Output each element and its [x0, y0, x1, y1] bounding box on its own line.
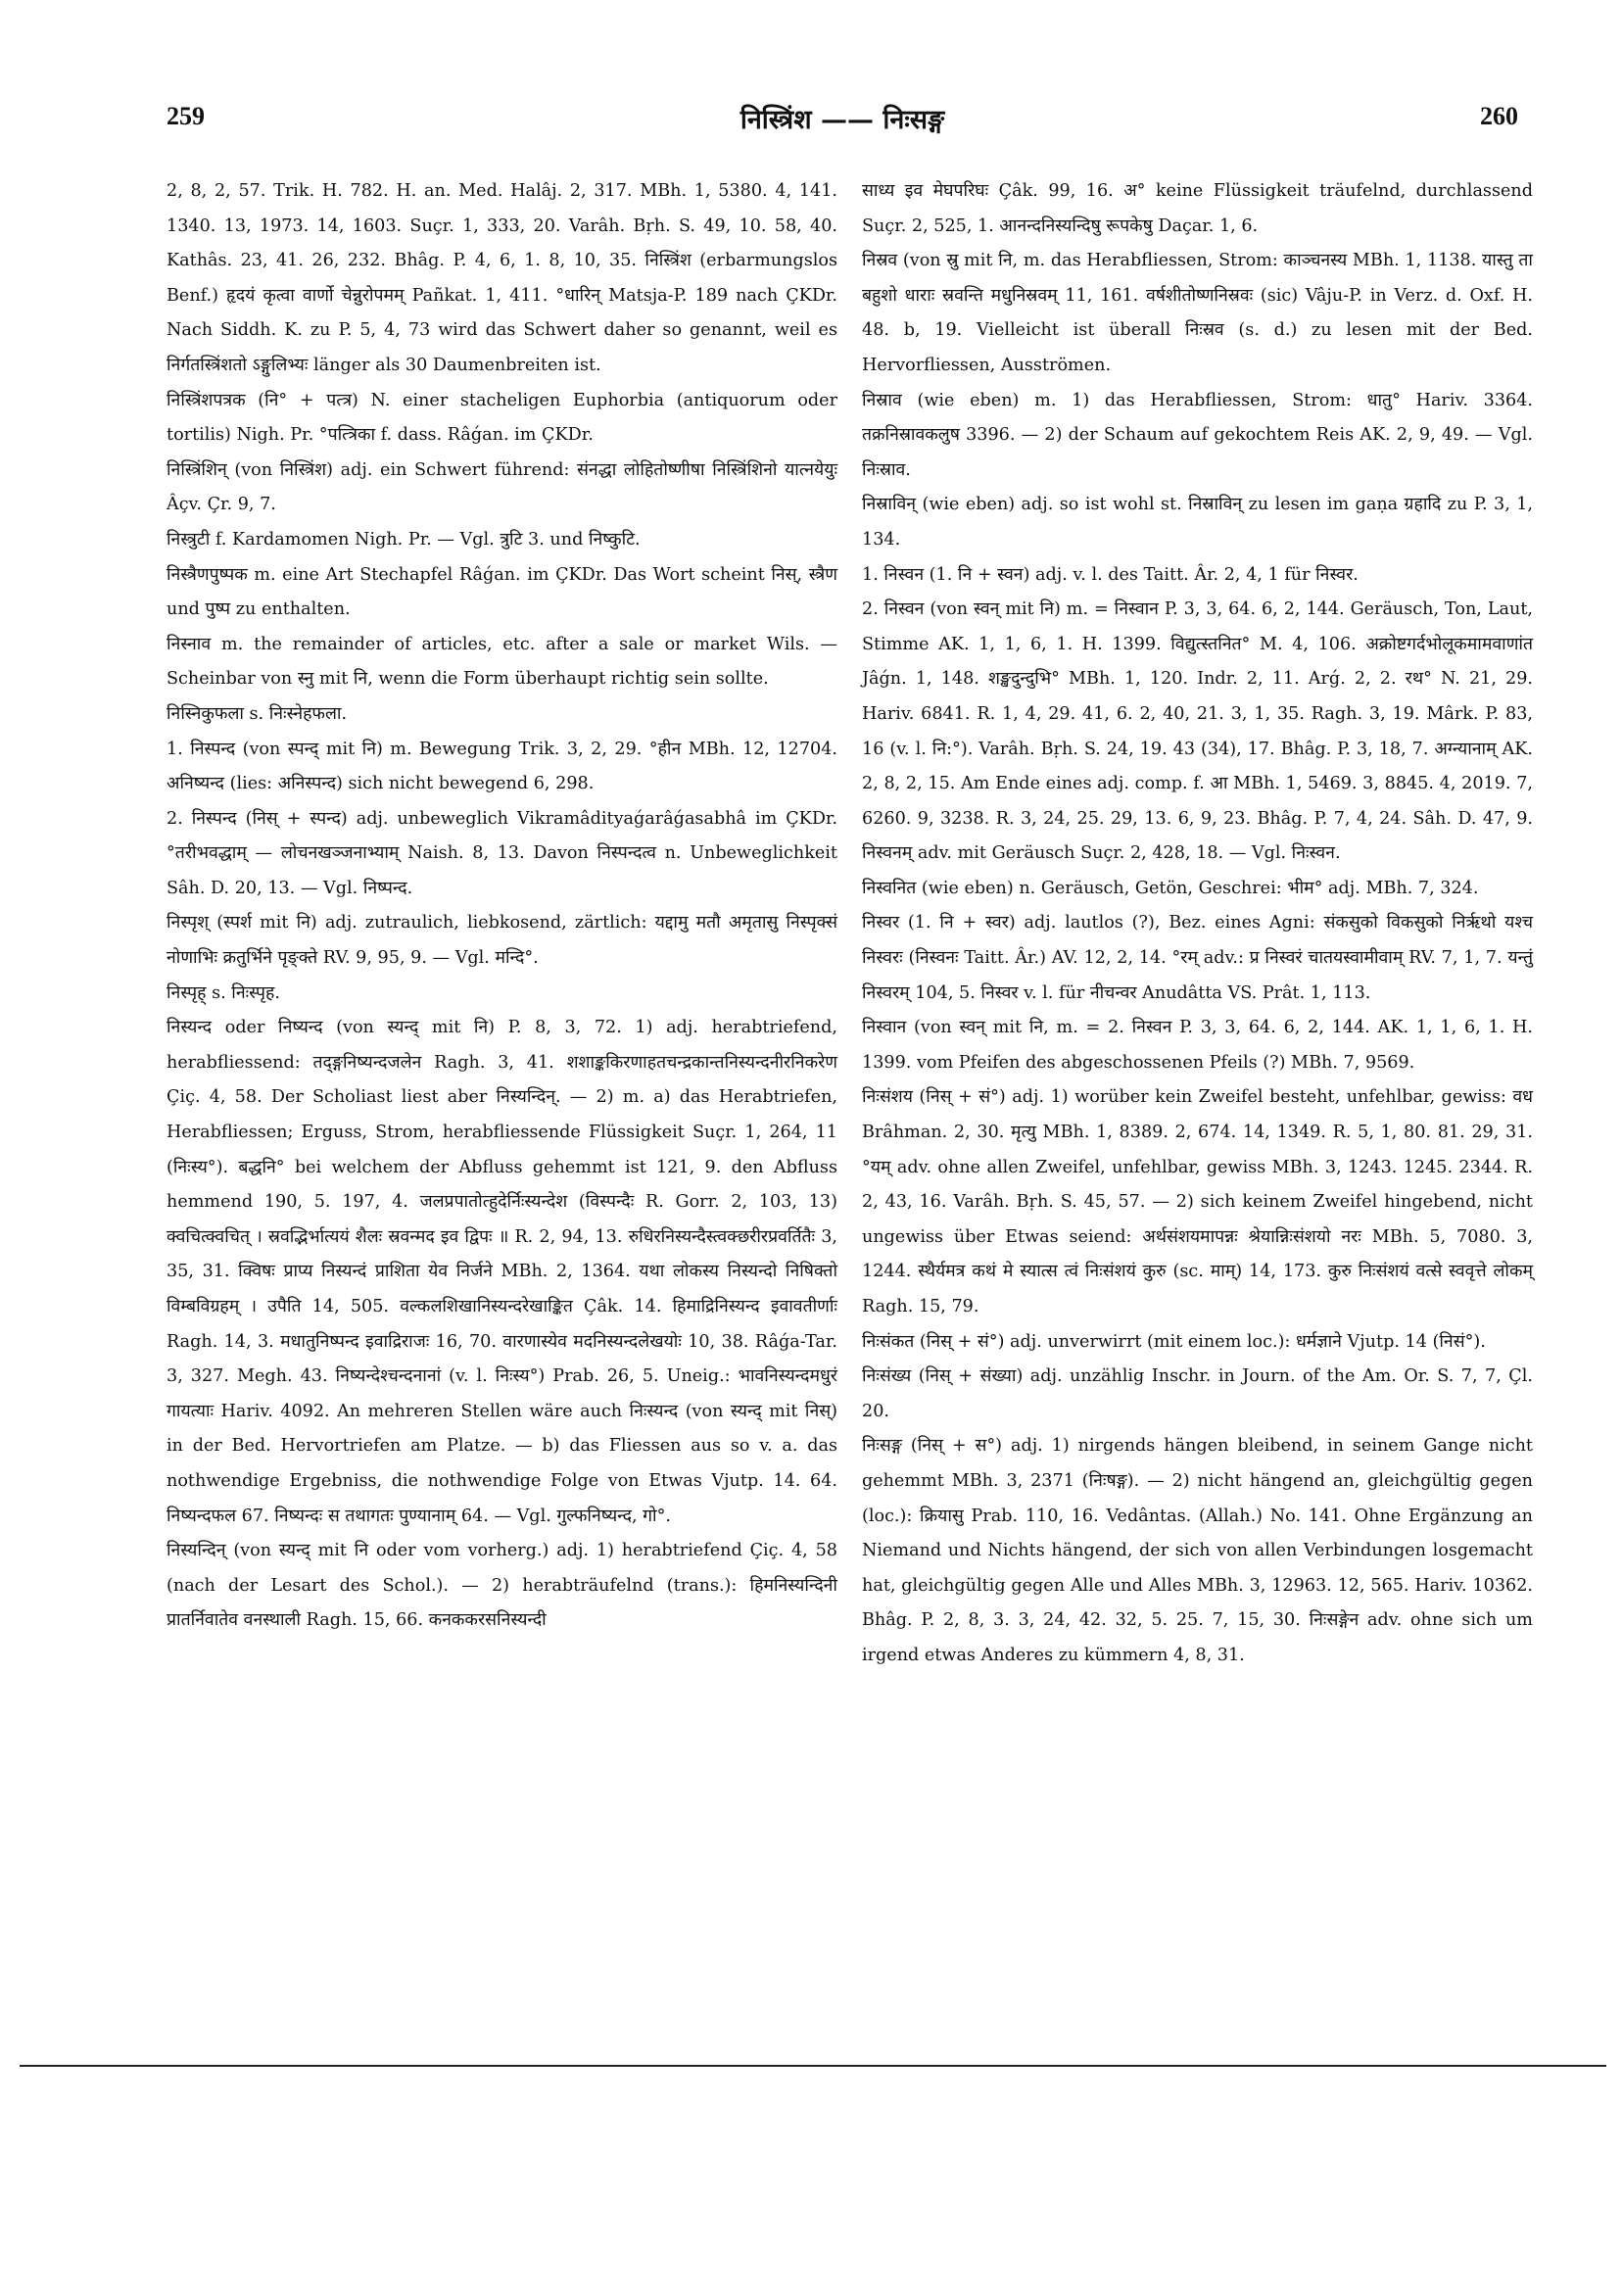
dictionary-entry: निःसंशय (निस् + सं°) adj. 1) worüber kein Zweifel besteht, unfehlbar, gewiss: वध Brâhman. 2, 30. मृत्यु MBh. 1, 8389. 2, 674. 14, 1349. R. 5, 1, 80. 81. 29, 31. °यम् adv. ohne allen Zweifel, unfehlbar, gewiss MBh. 3, 1243. 1245. 2344. R. 2, 43, 16. Varâh. Bṛh. S. 45, 57. — 2) sich keinem Zweifel hingebend, nicht ungewiss über Etwas seiend: अर्थसंशयमापन्नः श्रेयान्निःसंशयो नरः MBh. 5, 7080. 3, 1244. स्थैर्यमत्र कथं मे स्यात्स त्वं निःसंशयं कुरु (sc. माम्) 14, 173. कुरु निःसंशयं वत्से स्ववृत्ते लोकम् Ragh. 15, 79. — [862, 1087, 1533, 1316]
dictionary-entry: निस्वर (1. नि + स्वर) adj. lautlos (?), Bez. eines Agni: संकसुको विकसुको निर्ऋथो यश्च निस्वरः (निस्वनः Taitt. Âr.) AV. 12, 2, 14. °रम् adv.: प्र निस्वरं चातयस्वामीवाम् RV. 7, 1, 7. यन्तुं निस्वरम् 104, 5. निस्वर v. l. für नीचन्वर Anudâtta VS. Prât. 1, 113. — [862, 913, 1533, 1003]
dictionary-entry: निस्पृश् (स्पर्श mit नि) adj. zutraulich, liebkosend, zärtlich: यद्दामु मतौ अमृतासु निस्पृक्सं नोणाभिः क्रतुर्भिने पृङ्क्ते RV. 9, 95, 9. — Vgl. मन्दि°. — [167, 913, 837, 969]
dictionary-entry: निस्पृह् s. निःस्पृह. — [167, 982, 280, 1003]
dictionary-entry: निस्नाव m. the remainder of articles, etc. after a sale or market Wils. — Scheinbar von स्नु mit नि, wenn die Form überhaupt richtig sein sollte. — [167, 634, 837, 690]
right-page-number: 260 — [1480, 102, 1518, 130]
dictionary-entry: निस्त्रुटी f. Kardamomen Nigh. Pr. — Vgl. त्रुटि 3. und निष्कुटि. — [167, 529, 641, 550]
dictionary-entry: निःसङ्ग (निस् + स°) adj. 1) nirgends hängen bleibend, in seinem Gange nicht gehemmt MBh. 3, 2371 (निःषङ्ग). — 2) nicht hängend an, gleichgültig gegen (loc.): क्रियासु Prab. 110, 16. Vedântas. (Allah.) No. 141. Ohne Ergänzung an Niemand und Nichts hängend, der sich von allen Verbindungen losgemacht hat, gleichgültig gegen Alle und Alles MBh. 3, 12963. 12, 565. Hariv. 10362. Bhâg. P. 2, 8, 3. 3, 24, 42. 32, 5. 25. 7, 15, 30. निःसङ्गेन adv. ohne sich um irgend etwas Anderes zu kümmern 4, 8, 31. — [862, 1436, 1533, 1665]
dictionary-entry: 1. निस्वन (1. नि + स्वन) adj. v. l. des Taitt. Âr. 2, 4, 1 für निस्वर. — [862, 564, 1359, 585]
dictionary-entry: निस्त्रिंशपत्रक (नि° + पत्त्र) N. einer stacheligen Euphorbia (antiquorum oder tortilis) Nigh. Pr. °पत्त्रिका f. dass. Râǵan. im ÇKDr. — [167, 390, 837, 446]
dictionary-entry: साध्य इव मेघपरिघः Çâk. 99, 16. अ° keine Flüssigkeit träufelnd, durchlassend Suçr. 2, 525, 1. आनन्दनिस्यन्दिषु रूपकेषु Daçar. 1, 6. — [862, 181, 1533, 236]
dictionary-entry: निःसंकत (निस् + सं°) adj. unverwirrt (mit einem loc.): धर्मज्ञाने Vjutp. 14 (निसं°). — [862, 1331, 1486, 1352]
right-column — [862, 174, 1533, 1674]
left-page-number: 259 — [167, 102, 205, 130]
dictionary-entry: निस्रव (von स्रु mit नि, m. das Herabfliessen, Strom: काञ्चनस्य MBh. 1, 1138. यास्तु ता बहुशो धाराः स्रवन्ति मधुनिस्रवम् 11, 161. वर्षशीतोष्णनिस्रवः (sic) Vâju-P. in Verz. d. Oxf. H. 48. b, 19. Vielleicht ist überall निःस्रव (s. d.) zu lesen mit der Bed. Hervorfliessen, Ausströmen. — [862, 251, 1533, 375]
page-header — [167, 102, 1518, 141]
running-title: निस्त्रिंश —— निःसङ्ग — [739, 105, 945, 135]
footer-rule — [20, 2065, 1606, 2067]
dictionary-entry: निस्त्रिंशिन् (von निस्त्रिंश) adj. ein Schwert führend: संनद्धा लोहितोष्णीषा निस्त्रिंशिनो यात्नयेयुः Âçv. Çr. 9, 7. — [167, 459, 837, 515]
left-column — [167, 174, 837, 1639]
dictionary-entry: निस्वनित (wie eben) n. Geräusch, Getön, Geschrei: भीम° adj. MBh. 7, 324. — [862, 878, 1479, 898]
dictionary-entry: 1. निस्पन्द (von स्पन्द् mit नि) m. Bewegung Trik. 3, 2, 29. °हीन MBh. 12, 12704. अनिष्यन्द (lies: अनिस्पन्द) sich nicht bewegend 6, 298. — [167, 739, 837, 794]
dictionary-entry: 2. निस्पन्द (निस् + स्पन्द) adj. unbeweglich Vikramâdityaǵarâǵasabhâ im ÇKDr. °तरीभवद्धाम् — लोचनखञ्जनाभ्याम् Naish. 8, 13. Davon निस्पन्दत्व n. Unbeweglichkeit Sâh. D. 20, 13. — Vgl. निष्पन्द. — [167, 808, 837, 898]
dictionary-entry: निस्राव (wie eben) m. 1) das Herabfliessen, Strom: धातु° Hariv. 3364. तक्रनिस्रावकलुष 3396. — 2) der Schaum auf gekochtem Reis AK. 2, 9, 49. — Vgl. निःस्राव. — [862, 390, 1533, 480]
dictionary-entry: निस्यन्दिन् (von स्यन्द् mit नि oder vom vorherg.) adj. 1) herabtriefend Çiç. 4, 58 (nach der Lesart des Schol.). — 2) herabträufelnd (trans.): हिमनिस्यन्दिनी प्रातर्निवातेव वनस्थाली Ragh. 15, 66. कनककरसनिस्यन्दी — [167, 1541, 837, 1631]
dictionary-entry: 2, 8, 2, 57. Trik. H. 782. H. an. Med. Halâj. 2, 317. MBh. 1, 5380. 4, 141. 1340. 13, 1973. 14, 1603. Suçr. 1, 333, 20. Varâh. Bṛh. S. 49, 10. 58, 40. Kathâs. 23, 41. 26, 232. Bhâg. P. 4, 6, 1. 8, 10, 35. निस्त्रिंश (erbarmungslos Benf.) हृदयं कृत्वा वार्णो चेन्नुरोपमम् Pañkat. 1, 411. °धारिन् Matsja-P. 189 nach ÇKDr. Nach Siddh. K. zu P. 5, 4, 73 wird das Schwert daher so genannt, weil es निर्गतस्त्रिंशतो ऽङ्गुलिभ्यः länger als 30 Daumenbreiten ist. — [167, 181, 837, 375]
dictionary-entry: निःसंख्य (निस् + संख्या) adj. unzählig Inschr. in Journ. of the Am. Or. S. 7, 7, Çl. 20. — [862, 1366, 1533, 1421]
dictionary-entry: निस्राविन् (wie eben) adj. so ist wohl st. निस्राविन् zu lesen im gaṇa ग्रहादि zu P. 3, 1, 134. — [862, 495, 1533, 550]
dictionary-entry: निस्निकुफला s. निःस्नेहफला. — [167, 703, 348, 724]
dictionary-entry: निस्वान (von स्वन् mit नि, m. = 2. निस्वन P. 3, 3, 64. 6, 2, 144. AK. 1, 1, 6, 1. H. 1399. vom Pfeifen des abgeschossenen Pfeils (?) MBh. 7, 9569. — [862, 1018, 1533, 1073]
dictionary-entry: निस्यन्द oder निष्यन्द (von स्यन्द् mit नि) P. 8, 3, 72. 1) adj. herabtriefend, herabfliessend: तद्ङ्गनिष्यन्दजलेन Ragh. 3, 41. शशाङ्ककिरणाहतचन्द्रकान्तनिस्यन्दनीरनिकरेण Çiç. 4, 58. Der Scholiast liest aber निस्यन्दिन्. — 2) m. a) das Herabtriefen, Herabfliessen; Erguss, Strom, herabfliessende Flüssigkeit Suçr. 1, 264, 11 (निःस्य°). बद्धनि° bei welchem der Abfluss gehemmt ist 121, 9. den Abfluss hemmend 190, 5. 197, 4. जलप्रपातोत्हुदेर्निःस्यन्देश (विस्पन्दैः R. Gorr. 2, 103, 13) क्वचित्क्वचित् । स्रवद्भिर्भात्ययं शैलः स्रवन्मद इव द्विपः ॥ R. 2, 94, 13. रुधिरनिस्यन्दैस्त्वक्छरीरप्रवर्तितैः 3, 35, 31. क्विषः प्राप्य निस्यन्दं प्राशिता येव निर्जने MBh. 2, 1364. यथा लोकस्य निस्यन्दो निषिक्तो विम्बविग्रहम् । उपैति 14, 505. वल्कलशिखानिस्यन्दरेखाङ्कित Çâk. 14. हिमाद्रिनिस्यन्द इवावतीर्णाः Ragh. 14, 3. मधातुनिष्पन्द इवाद्रिराजः 16, 70. वारणास्येव मदनिस्यन्दलेखयोः 10, 38. Râǵa-Tar. 3, 327. Megh. 43. निष्यन्देश्चन्दनानां (v. l. निःस्य°) Prab. 26, 5. Uneig.: भावनिस्यन्दमधुरं गायत्याः Hariv. 4092. An mehreren Stellen wäre auch निःस्यन्द (von स्यन्द् mit निस्) in der Bed. Hervortriefen am Platze. — b) das Fliessen aus so v. a. das nothwendige Ergebniss, die nothwendige Folge von Etwas Vjutp. 14. 64. निष्यन्दफल 67. निष्यन्दः स तथागतः पुण्यानाम् 64. — Vgl. गुल्फनिष्यन्द, गो°. — [167, 1018, 837, 1526]
dictionary-entry: निस्त्रैणपुष्पक m. eine Art Stechapfel Râǵan. im ÇKDr. Das Wort scheint निस्, स्त्रैण und पुष्प zu enthalten. — [167, 564, 837, 620]
dictionary-entry: 2. निस्वन (von स्वन् mit नि) m. = निस्वान P. 3, 3, 64. 6, 2, 144. Geräusch, Ton, Laut, Stimme AK. 1, 1, 6, 1. H. 1399. विद्युत्स्तनित° M. 4, 106. अक्रोष्टगर्दभोलूकमामवाणांत Jâǵn. 1, 148. शङ्खदुन्दुभि° MBh. 1, 120. Indr. 2, 11. Arǵ. 2, 2. रथ° N. 21, 29. Hariv. 6841. R. 1, 4, 29. 41, 6. 2, 40, 21. 3, 1, 35. Ragh. 3, 19. Mârk. P. 83, 16 (v. l. नि:°). Varâh. Bṛh. S. 24, 19. 43 (34), 17. Bhâg. P. 3, 18, 7. अग्न्यानाम् AK. 2, 8, 2, 15. Am Ende eines adj. comp. f. आ MBh. 1, 5469. 3, 8845. 4, 2019. 7, 6260. 9, 3238. R. 3, 24, 25. 29, 13. 6, 9, 23. Bhâg. P. 7, 4, 24. Sâh. D. 47, 9. निस्वनम् adv. mit Geräusch Suçr. 2, 428, 18. — Vgl. निःस्वन. — [862, 599, 1533, 864]
